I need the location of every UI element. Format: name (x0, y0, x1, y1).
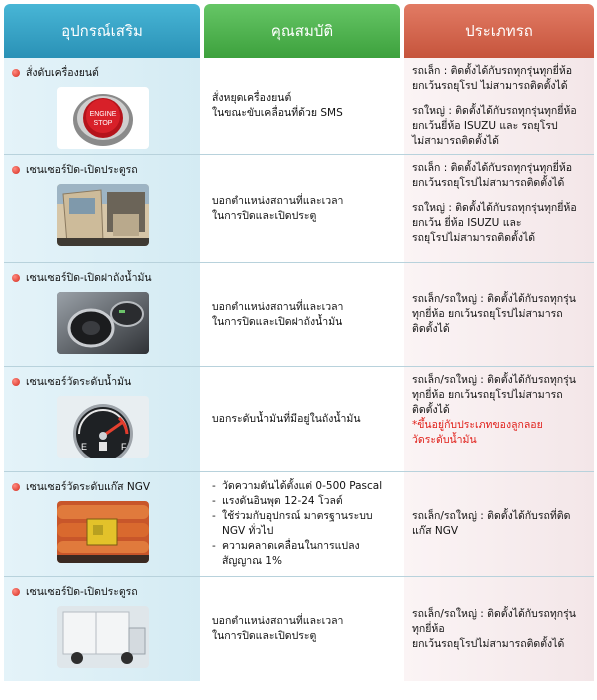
fuel-gauge-icon (57, 396, 149, 458)
vehicle-line: ทุกยี่ห้อ (412, 622, 445, 635)
feature-item: - แรงดันอินพุต 12-24 โวลต์ (212, 494, 382, 509)
vehicle-line: ยกเว้น ยี่ห้อ ISUZU และ (412, 217, 522, 229)
accessory-table (4, 4, 594, 681)
empty-mark: E (81, 442, 88, 452)
feature-line: สั่งหยุดเครื่องยนต์ (212, 92, 292, 104)
vehicle-line: แก๊ส NGV (412, 525, 459, 537)
vehicle-line: ติดตั้งได้ (412, 323, 450, 335)
vehicle-line: ทุกยี่ห้อ ยกเว้นรถยุโรปไม่สามารถ (412, 389, 563, 401)
vehicle-line: รถเล็ก : ติดตั้งได้กับรถทุกรุ่นทุกยี่ห้อ (412, 162, 573, 174)
feature-line: ในขณะขับเคลื่อนที่ด้วย SMS (212, 107, 343, 119)
accessory-cell (4, 577, 200, 681)
table-row (4, 263, 594, 367)
table-row (4, 155, 594, 263)
accessory-name: สั่งดับเครื่องยนต์ (26, 67, 99, 79)
fuel-cap-icon (57, 292, 149, 354)
features-cell (204, 577, 400, 681)
bullet-dot-icon (12, 378, 20, 386)
accessory-name: เซนเซอร์วัดระดับน้ำมัน (26, 376, 132, 388)
features-cell (204, 367, 400, 471)
feature-item: - ใช้ร่วมกับอุปกรณ์ มาตรฐานระบบ NGV ทั่วไป (212, 509, 382, 539)
truck-box-icon (57, 606, 149, 668)
feature-line: บอกตำแหน่งสถานที่และเวลา (212, 300, 344, 313)
accessory-cell (4, 58, 200, 154)
table-row (4, 577, 594, 681)
feature-line: ในการปิดและเปิดประตู (212, 209, 317, 222)
accessory-cell (4, 155, 200, 262)
feature-line: บอกตำแหน่งสถานที่และเวลา (212, 194, 344, 207)
vehicle-line: ยกเว้นรถยุโรปไม่สามารถติดตั้งได้ (412, 637, 565, 650)
bullet-dot-icon (12, 588, 20, 596)
vehicle-line: รถเล็ก/รถใหญ่ : ติดตั้งได้กับรถทุกรุ่น (412, 374, 576, 386)
accessory-cell (4, 263, 200, 366)
vehicle-line: ทุกยี่ห้อ ยกเว้นรถยุโรปไม่สามารถ (412, 308, 563, 320)
vehicle-line: รถเล็ก/รถใหญ่ : ติดตั้งได้กับรถที่ติด (412, 510, 571, 522)
feature-line: บอกระดับน้ำมันที่มีอยู่ในถังน้ำมัน (212, 412, 361, 425)
header-features: คุณสมบัติ (204, 4, 400, 58)
full-mark: F (121, 442, 127, 452)
bullet-dot-icon (12, 483, 20, 491)
accessory-cell (4, 472, 200, 576)
table-header (4, 4, 594, 58)
vehicle-line: ยกเว้นยี่ห้อ ISUZU และ รถยุโรป (412, 120, 558, 132)
features-cell (204, 263, 400, 366)
feature-list (212, 479, 382, 569)
feature-line: ในการปิดและเปิดประตู (212, 630, 317, 642)
table-row (4, 472, 594, 577)
vehicle-line: รถใหญ่ : ติดตั้งได้กับรถทุกรุ่นทุกยี่ห้อ (412, 105, 577, 117)
engine-stop-button-icon (57, 87, 149, 149)
bullet-dot-icon (12, 166, 20, 174)
vehicle-cell (404, 263, 594, 366)
accessory-name: เซนเซอร์วัดระดับแก๊ส NGV (26, 481, 151, 493)
table-row (4, 58, 594, 155)
feature-item: - วัดความดันได้ตั้งแต่ 0-500 Pascal (212, 479, 382, 494)
vehicle-cell (404, 58, 594, 154)
features-cell (204, 472, 400, 576)
vehicle-line: ยกเว้นรถยุโรปไม่สามารถติดตั้งได้ (412, 177, 565, 189)
engine-label: ENGINE (89, 111, 117, 118)
car-door-open-icon (57, 184, 149, 246)
vehicle-note: *ขึ้นอยู่กับประเภทของลูกลอย (412, 419, 543, 431)
accessory-name: เซนเซอร์ปิด-เปิดประตูรถ (26, 164, 138, 176)
vehicle-line: รถเล็ก/รถใหญ่ : ติดตั้งได้กับรถทุกรุ่น (412, 607, 576, 620)
feature-line: ในการปิดและเปิดฝาถังน้ำมัน (212, 315, 343, 328)
vehicle-cell (404, 367, 594, 471)
features-cell (204, 155, 400, 262)
vehicle-cell (404, 472, 594, 576)
header-accessory: อุปกรณ์เสริม (4, 4, 200, 58)
feature-line: บอกตำแหน่งสถานที่และเวลา (212, 615, 344, 627)
vehicle-line: รถเล็ก/รถใหญ่ : ติดตั้งได้กับรถทุกรุ่น (412, 293, 576, 305)
ngv-gas-tank-icon (57, 501, 149, 563)
bullet-dot-icon (12, 69, 20, 77)
vehicle-note: วัดระดับน้ำมัน (412, 434, 477, 446)
header-vehicle-type: ประเภทรถ (404, 4, 594, 58)
vehicle-line: รถเล็ก : ติดตั้งได้กับรถทุกรุ่นทุกยี่ห้อ (412, 65, 573, 77)
vehicle-cell (404, 577, 594, 681)
vehicle-line: ติดตั้งได้ (412, 404, 450, 416)
bullet-dot-icon (12, 274, 20, 282)
vehicle-line: รถใหญ่ : ติดตั้งได้กับรถทุกรุ่นทุกยี่ห้อ (412, 202, 577, 214)
accessory-cell (4, 367, 200, 471)
table-row (4, 367, 594, 472)
vehicle-line: ไม่สามารถติดตั้งได้ (412, 135, 500, 147)
vehicle-cell (404, 155, 594, 262)
accessory-name: เซนเซอร์ปิด-เปิดฝาถังน้ำมัน (26, 272, 152, 284)
features-cell (204, 58, 400, 154)
stop-label: STOP (93, 120, 113, 127)
vehicle-line: รถยุโรปไม่สามารถติดตั้งได้ (412, 232, 536, 244)
vehicle-line: ยกเว้นรถยุโรป ไม่สามารถติดตั้งได้ (412, 80, 568, 92)
accessory-name: เซนเซอร์ปิด-เปิดประตูรถ (26, 586, 138, 598)
feature-item: - ความคลาดเคลื่อนในการแปลง สัญญาณ 1% (212, 539, 382, 569)
